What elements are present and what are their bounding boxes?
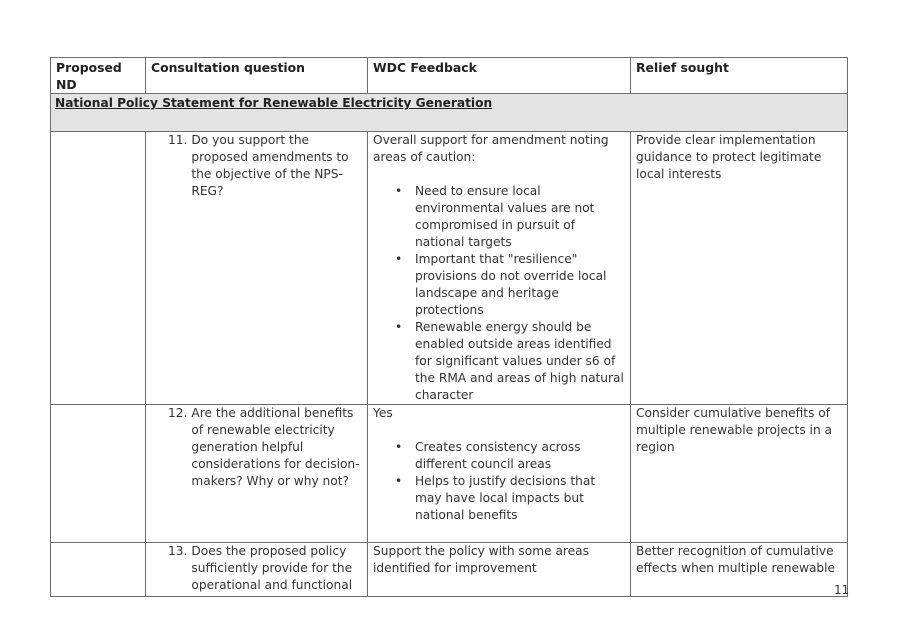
header-relief-sought: Relief sought [631, 58, 848, 94]
section-title: National Policy Statement for Renewable Electricity Generation [51, 94, 848, 132]
cell-relief: Consider cumulative benefits of multiple renewable projects in a region [631, 405, 848, 543]
table-row [51, 132, 848, 405]
feedback-bullet: • Need to ensure local environmental values are not compromised in pursuit of national targets [415, 183, 625, 251]
feedback-bullet: • Helps to justify decisions that may have local impacts but national benefits [415, 473, 625, 524]
header-row [51, 58, 848, 94]
cell-feedback [368, 132, 631, 405]
cell-feedback: Support the policy with some areas identified for improvement [368, 543, 631, 597]
cell-relief: Provide clear implementation guidance to protect legitimate local interests [631, 132, 848, 405]
question-number: 13. [168, 544, 188, 558]
feedback-list [373, 439, 625, 524]
page-number: 11 [834, 583, 850, 597]
section-row [51, 94, 848, 132]
question-text: Are the additional benefits of renewable electricity generation helpful considerations for decision-makers? Why or why not? [191, 406, 360, 488]
cell-question [146, 132, 368, 405]
cell-relief: Better recognition of cumulative effects when multiple renewable [631, 543, 848, 597]
consultation-table [50, 57, 848, 597]
header-consultation-question: Consultation question [146, 58, 368, 94]
question-number: 12. [168, 406, 188, 420]
feedback-bullet: • Renewable energy should be enabled outside areas identified for significant values under s6 of the RMA and areas of high natural character [415, 319, 625, 404]
cell-proposed-nd [51, 543, 146, 597]
cell-question [146, 543, 368, 597]
feedback-list [373, 183, 625, 404]
feedback-intro: Yes [373, 406, 393, 420]
cell-proposed-nd [51, 405, 146, 543]
question-number: 11. [168, 133, 188, 147]
feedback-intro: Overall support for amendment noting areas of caution: [373, 133, 609, 164]
table-row [51, 405, 848, 543]
question-text: Does the proposed policy sufficiently provide for the operational and functional [191, 544, 353, 592]
cell-proposed-nd [51, 132, 146, 405]
table-row [51, 543, 848, 597]
feedback-bullet: • Creates consistency across different council areas [415, 439, 625, 473]
header-wdc-feedback: WDC Feedback [368, 58, 631, 94]
cell-feedback [368, 405, 631, 543]
header-proposed-nd: Proposed ND [51, 58, 146, 94]
cell-question [146, 405, 368, 543]
question-text: Do you support the proposed amendments to the objective of the NPS-REG? [191, 133, 349, 198]
feedback-bullet: • Important that "resilience" provisions do not override local landscape and heritage protections [415, 251, 625, 319]
